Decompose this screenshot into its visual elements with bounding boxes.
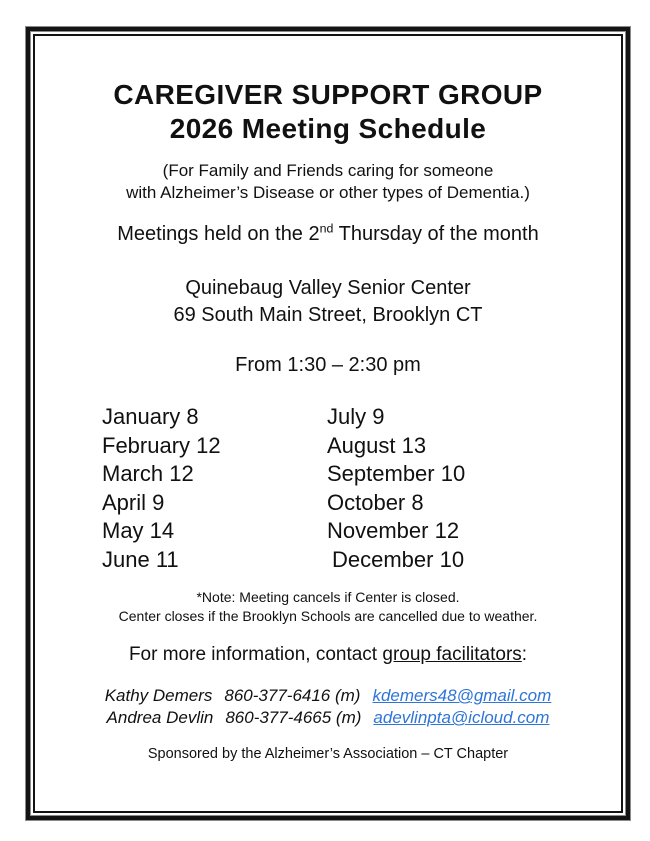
schedule-month: August 13 bbox=[327, 432, 427, 458]
schedule-list bbox=[102, 403, 621, 574]
schedule-row bbox=[102, 432, 621, 461]
schedule-row bbox=[102, 517, 621, 546]
venue-name: Quinebaug Valley Senior Center bbox=[185, 277, 471, 299]
meeting-time: From 1:30 – 2:30 pm bbox=[235, 354, 421, 376]
schedule-row bbox=[102, 489, 621, 518]
schedule-row bbox=[102, 403, 621, 432]
ordinal-superscript: nd bbox=[319, 221, 334, 236]
note-line-1: *Note: Meeting cancels if Center is closed. bbox=[196, 589, 460, 605]
audience-subtitle bbox=[35, 160, 621, 204]
schedule-month: March 12 bbox=[102, 461, 194, 486]
schedule-month: September 10 bbox=[327, 461, 466, 486]
page-title bbox=[35, 78, 621, 146]
schedule-month: January 8 bbox=[102, 404, 199, 429]
meeting-frequency bbox=[35, 222, 621, 247]
schedule-month: October 8 bbox=[327, 489, 424, 515]
title-line-1: CAREGIVER SUPPORT GROUP bbox=[113, 79, 543, 110]
contact-heading-colon: : bbox=[521, 644, 528, 665]
schedule-month: June 11 bbox=[102, 546, 179, 572]
facilitator-row bbox=[35, 707, 621, 729]
facilitator-email-link[interactable]: adevlinpta@icloud.com bbox=[373, 708, 550, 727]
schedule-row bbox=[102, 546, 621, 575]
venue-block bbox=[35, 275, 621, 329]
facilitator-name: Kathy Demers bbox=[104, 686, 213, 705]
schedule-month: April 9 bbox=[102, 489, 165, 515]
flyer-content bbox=[35, 78, 621, 764]
schedule-month: December 10 bbox=[332, 546, 465, 572]
facilitator-list bbox=[35, 685, 621, 729]
schedule-month: February 12 bbox=[102, 432, 221, 458]
page-border-frame bbox=[26, 27, 630, 820]
venue-address: 69 South Main Street, Brooklyn CT bbox=[173, 304, 483, 326]
contact-heading bbox=[35, 643, 621, 667]
frequency-text-suffix: Thursday of the month bbox=[333, 223, 539, 245]
facilitator-email-link[interactable]: kdemers48@gmail.com bbox=[372, 686, 552, 705]
title-line-2: 2026 Meeting Schedule bbox=[169, 113, 487, 144]
note-line-2: Center closes if the Brooklyn Schools are cancelled due to weather. bbox=[118, 608, 538, 624]
facilitator-phone: 860-377-6416 (m) bbox=[224, 686, 361, 705]
schedule-month: November 12 bbox=[327, 518, 460, 543]
schedule-month: May 14 bbox=[102, 518, 175, 543]
frequency-text: Meetings held on the 2 bbox=[117, 223, 320, 245]
contact-heading-underlined: group facilitators bbox=[382, 644, 522, 665]
schedule-month: July 9 bbox=[327, 404, 385, 429]
page-border-inner-line bbox=[33, 34, 623, 813]
contact-heading-text: For more information, contact bbox=[128, 644, 383, 665]
facilitator-name: Andrea Devlin bbox=[106, 708, 214, 727]
facilitator-phone: 860-377-4665 (m) bbox=[225, 708, 362, 727]
subtitle-line-1: (For Family and Friends caring for someone bbox=[162, 161, 494, 180]
facilitator-row bbox=[35, 685, 621, 707]
sponsor-line: Sponsored by the Alzheimer’s Association – CT Chapter bbox=[147, 746, 509, 762]
cancellation-note bbox=[35, 588, 621, 626]
schedule-row bbox=[102, 460, 621, 489]
subtitle-line-2: with Alzheimer’s Disease or other types of Dementia.) bbox=[126, 183, 530, 202]
